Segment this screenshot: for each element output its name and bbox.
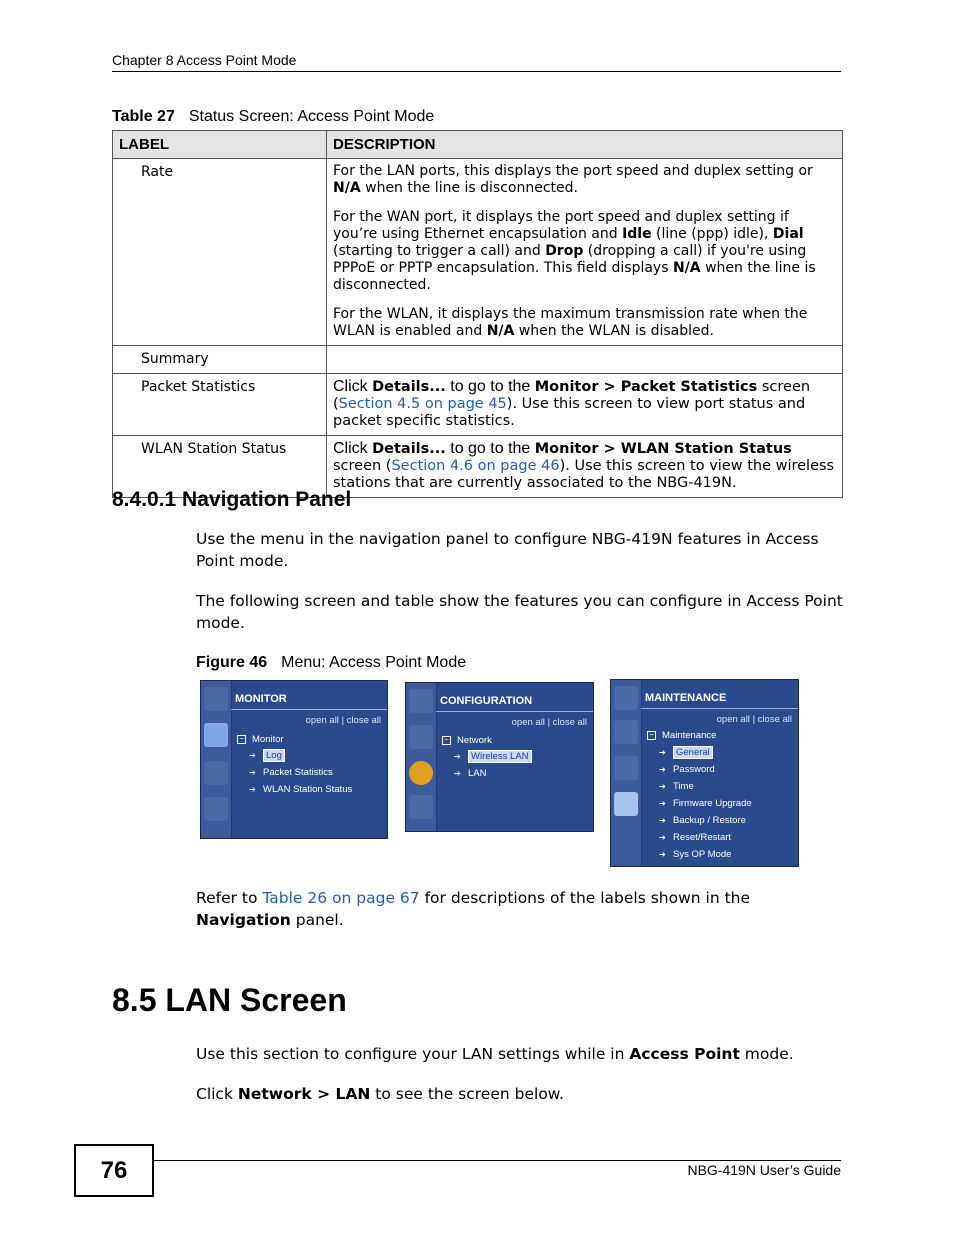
menu-item-label: Wireless LAN bbox=[468, 750, 532, 763]
navigation-panel-heading: 8.4.0.1 Navigation Panel bbox=[112, 488, 352, 511]
link-separator: | bbox=[752, 714, 756, 725]
row-desc-wlan-station-status bbox=[327, 436, 843, 498]
menu-item-reset-restart[interactable] bbox=[659, 832, 731, 843]
text-run: For the LAN ports, this displays the port speed and duplex setting or bbox=[333, 163, 813, 179]
menu-item-label: Log bbox=[263, 749, 285, 762]
row-desc-rate bbox=[327, 159, 843, 346]
navigation-paragraph-1: Use the menu in the navigation panel to configure NBG-419N features in Access Point mode. bbox=[196, 530, 819, 570]
arrow-icon: ➔ bbox=[659, 799, 666, 808]
menu-icon-rail bbox=[611, 680, 642, 866]
menu-item-label: LAN bbox=[468, 768, 487, 779]
text-bold: Monitor > bbox=[534, 441, 621, 457]
menu-item-firmware-upgrade[interactable] bbox=[659, 798, 752, 809]
figure-caption-text: Menu: Access Point Mode bbox=[281, 654, 467, 671]
text-run: Click bbox=[333, 440, 373, 457]
text-run: (starting to trigger a call) and bbox=[333, 243, 546, 259]
menu-item-packet-statistics[interactable] bbox=[249, 767, 333, 778]
text-run: panel. bbox=[290, 911, 344, 929]
text-run: when the line is disconnected. bbox=[360, 180, 578, 196]
chapter-header: Chapter 8 Access Point Mode bbox=[112, 52, 297, 68]
arrow-icon: ➔ bbox=[659, 833, 666, 842]
link-separator: | bbox=[547, 717, 551, 728]
row-label-packet-statistics: Packet Statistics bbox=[113, 374, 327, 436]
collapse-icon[interactable]: − bbox=[442, 736, 451, 745]
column-header-label: LABEL bbox=[113, 131, 327, 159]
text-run: to go to the bbox=[445, 440, 535, 457]
table-row-rate bbox=[113, 159, 843, 346]
table-row-summary bbox=[113, 346, 843, 374]
open-close-links bbox=[717, 714, 792, 725]
menu-item-wlan-station-status[interactable] bbox=[249, 784, 352, 795]
lan-paragraph-1 bbox=[196, 1043, 846, 1065]
close-all-link[interactable]: close all bbox=[757, 714, 792, 725]
row-desc-packet-statistics bbox=[327, 374, 843, 436]
header-rule bbox=[112, 71, 841, 72]
panel-title: MONITOR bbox=[235, 693, 287, 705]
table-caption bbox=[112, 108, 434, 126]
text-bold: N/A bbox=[333, 180, 361, 196]
tree-root-maintenance[interactable] bbox=[647, 730, 716, 741]
menu-item-label: Sys OP Mode bbox=[673, 849, 732, 860]
menu-item-general[interactable] bbox=[659, 747, 713, 758]
text-run: (dropping a call) if you're using PPPoE or PPTP encapsulation. This field displays bbox=[333, 243, 807, 276]
text-bold: Dial bbox=[772, 226, 804, 242]
text-run: ). Use this screen to view the wireless stations that are currently associated to the NBG-419N. bbox=[333, 458, 835, 491]
text-bold: Idle bbox=[622, 226, 652, 242]
collapse-icon[interactable]: − bbox=[647, 731, 656, 740]
text-run: when the WLAN is disabled. bbox=[514, 323, 714, 339]
open-close-links bbox=[306, 715, 381, 726]
table-caption-number: Table 27 bbox=[112, 108, 175, 125]
figure-caption-number: Figure 46 bbox=[196, 654, 268, 671]
text-run: For the WLAN, it displays the maximum transmission rate when the WLAN is enabled and bbox=[333, 306, 808, 339]
menu-item-sys-op-mode[interactable] bbox=[659, 849, 731, 860]
text-bold: Details... bbox=[372, 379, 446, 395]
text-bold: Navigation bbox=[196, 911, 291, 929]
text-bold: Details... bbox=[372, 441, 446, 457]
column-header-description: DESCRIPTION bbox=[327, 131, 843, 159]
status-table bbox=[112, 130, 843, 498]
rate-paragraph-lan bbox=[333, 163, 836, 197]
dashboard-icon[interactable] bbox=[204, 687, 228, 711]
tree-root-monitor[interactable] bbox=[237, 734, 284, 745]
configuration-menu-panel bbox=[405, 682, 594, 832]
text-run: to see the screen below. bbox=[370, 1085, 564, 1103]
rate-paragraph-wan bbox=[333, 209, 836, 294]
arrow-icon: ➔ bbox=[659, 765, 666, 774]
menu-item-label: General bbox=[673, 746, 713, 759]
maintenance-icon[interactable] bbox=[409, 795, 433, 819]
text-bold: Drop bbox=[545, 243, 584, 259]
lan-paragraph-2 bbox=[196, 1083, 846, 1105]
tree-root-network[interactable] bbox=[442, 735, 492, 746]
text-bold: N/A bbox=[486, 323, 515, 339]
navigation-paragraph-2: The following screen and table show the features you can configure in Access Point mode. bbox=[196, 592, 843, 632]
lan-screen-heading: 8.5 LAN Screen bbox=[112, 982, 347, 1018]
text-run: screen ( bbox=[333, 379, 811, 412]
panel-divider bbox=[231, 709, 387, 710]
section-4-5-link[interactable]: Section 4.5 on page 45 bbox=[338, 396, 507, 412]
arrow-icon: ➔ bbox=[454, 769, 461, 778]
table-header-row bbox=[113, 131, 843, 159]
text-run: Click bbox=[196, 1085, 238, 1103]
text-bold: N/A bbox=[672, 260, 701, 276]
menu-icon-rail bbox=[201, 681, 232, 838]
menu-item-time[interactable] bbox=[659, 781, 694, 792]
figure-caption bbox=[196, 654, 466, 672]
menu-item-lan[interactable] bbox=[454, 768, 486, 779]
text-run: For the WAN port, it displays the port speed and duplex setting if you’re using Ethernet encapsulation and bbox=[333, 209, 789, 242]
gear-icon[interactable] bbox=[204, 761, 228, 785]
close-all-link[interactable]: close all bbox=[346, 715, 381, 726]
maintenance-menu-panel bbox=[610, 679, 799, 867]
text-bold: WLAN Station Status bbox=[620, 441, 792, 457]
menu-icon-rail bbox=[406, 683, 437, 831]
monitor-icon[interactable] bbox=[204, 723, 228, 747]
tree-root-label: Maintenance bbox=[662, 730, 717, 741]
row-label-wlan-station-status: WLAN Station Status bbox=[113, 436, 327, 498]
menu-item-label: Packet Statistics bbox=[263, 767, 333, 778]
row-label-rate: Rate bbox=[113, 159, 327, 346]
menu-item-label: Reset/Restart bbox=[673, 832, 732, 843]
panel-divider bbox=[641, 708, 798, 709]
rate-paragraph-wlan bbox=[333, 306, 836, 340]
open-all-link[interactable]: open all bbox=[305, 715, 339, 726]
guide-title: NBG-419N User’s Guide bbox=[687, 1162, 841, 1178]
menu-item-label: Backup / Restore bbox=[673, 815, 746, 826]
arrow-icon: ➔ bbox=[249, 785, 256, 794]
arrow-icon: ➔ bbox=[249, 751, 256, 760]
menu-item-label: Password bbox=[673, 764, 715, 775]
text-run: mode. bbox=[739, 1045, 794, 1063]
row-desc-summary bbox=[327, 346, 843, 374]
gear-icon[interactable] bbox=[409, 761, 433, 785]
page-number: 76 bbox=[74, 1144, 154, 1197]
menu-item-label: WLAN Station Status bbox=[263, 784, 353, 795]
dashboard-icon[interactable] bbox=[409, 689, 433, 713]
arrow-icon: ➔ bbox=[659, 782, 666, 791]
menu-item-label: Time bbox=[673, 781, 694, 792]
panel-divider bbox=[436, 711, 593, 712]
text-run: to go to the bbox=[445, 378, 535, 395]
text-run: Click bbox=[333, 378, 373, 395]
text-bold: Access Point bbox=[629, 1045, 740, 1063]
table-caption-text: Status Screen: Access Point Mode bbox=[188, 108, 435, 125]
text-run: Refer to bbox=[196, 889, 263, 907]
text-run: when the line is disconnected. bbox=[333, 260, 816, 293]
panel-title: CONFIGURATION bbox=[440, 695, 533, 707]
collapse-icon[interactable]: − bbox=[237, 735, 246, 744]
arrow-icon: ➔ bbox=[249, 768, 256, 777]
arrow-icon: ➔ bbox=[454, 752, 461, 761]
monitor-menu-panel bbox=[200, 680, 388, 839]
maintenance-icon[interactable] bbox=[614, 792, 638, 816]
dashboard-icon[interactable] bbox=[614, 686, 638, 710]
refer-paragraph bbox=[196, 887, 846, 931]
open-all-link[interactable]: open all bbox=[716, 714, 750, 725]
menu-item-password[interactable] bbox=[659, 764, 715, 775]
menu-item-log[interactable] bbox=[249, 750, 285, 761]
menu-item-backup-restore[interactable] bbox=[659, 815, 746, 826]
tree-root-label: Network bbox=[457, 735, 492, 746]
text-bold: Monitor > bbox=[534, 379, 621, 395]
footer-rule bbox=[152, 1160, 841, 1161]
row-label-summary: Summary bbox=[113, 346, 327, 374]
table-row-packet-statistics bbox=[113, 374, 843, 436]
section-4-6-link[interactable]: Section 4.6 on page 46 bbox=[391, 458, 560, 474]
close-all-link[interactable]: close all bbox=[552, 717, 587, 728]
text-run: (line (ppp) idle), bbox=[651, 226, 773, 242]
arrow-icon: ➔ bbox=[659, 850, 666, 859]
monitor-icon[interactable] bbox=[614, 720, 638, 744]
menu-item-wireless-lan[interactable] bbox=[454, 751, 532, 762]
menu-item-label: Firmware Upgrade bbox=[673, 798, 752, 809]
tree-root-label: Monitor bbox=[252, 734, 284, 745]
arrow-icon: ➔ bbox=[659, 748, 666, 757]
text-run: ). Use this screen to view port status and packet specific statistics. bbox=[333, 396, 806, 429]
maintenance-icon[interactable] bbox=[204, 797, 228, 821]
monitor-icon[interactable] bbox=[409, 725, 433, 749]
text-run: for descriptions of the labels shown in the bbox=[419, 889, 751, 907]
arrow-icon: ➔ bbox=[659, 816, 666, 825]
link-separator: | bbox=[341, 715, 345, 726]
panel-title: MAINTENANCE bbox=[645, 692, 727, 704]
text-run: screen ( bbox=[333, 458, 392, 474]
gear-icon[interactable] bbox=[614, 756, 638, 780]
text-bold: Network > LAN bbox=[237, 1085, 371, 1103]
open-close-links bbox=[512, 717, 587, 728]
table-26-link[interactable]: Table 26 on page 67 bbox=[262, 889, 420, 907]
open-all-link[interactable]: open all bbox=[511, 717, 545, 728]
text-run: Use this section to configure your LAN settings while in bbox=[196, 1045, 630, 1063]
text-bold: Packet Statistics bbox=[620, 379, 758, 395]
